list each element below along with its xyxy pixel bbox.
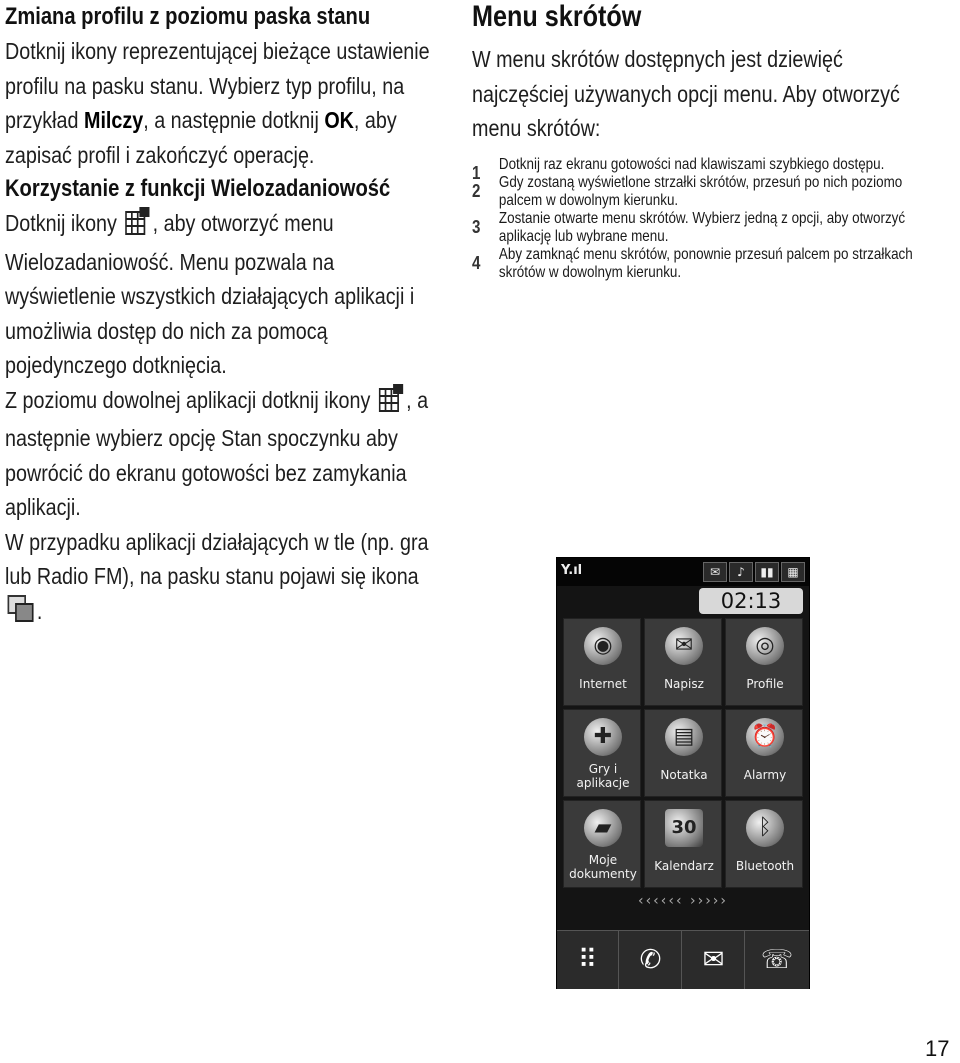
speaker-icon: ◎ <box>746 627 784 665</box>
tile-label: Internet <box>579 677 627 691</box>
contacts-icon[interactable]: ☏ <box>760 945 794 975</box>
shortcuts-intro: W menu skrótów dostępnych jest dziewięć najczęściej używanych opcji menu. Aby otworzyć menu skrótów: <box>472 46 900 141</box>
left-column <box>5 0 445 632</box>
tile-label: Napisz <box>664 677 704 691</box>
multitasking-paragraph-1: Dotknij ikony , aby otworzyć menu Wielozadaniowość. Menu pozwala na wyświetlenie wszystkich działających aplikacji i umożliwia dostęp do nich za pomocą pojedynczego dotknięcia. <box>5 206 445 383</box>
section-title-multitasking: Korzystanie z funkcji Wielozadaniowość <box>5 175 391 202</box>
tile-label: Gry i <box>588 762 618 776</box>
tile-label: Bluetooth <box>735 859 795 873</box>
tile-label: Moje <box>588 853 618 867</box>
shortcut-grid <box>563 618 803 888</box>
folder-icon: ▰ <box>584 809 622 847</box>
page-number: 17 <box>925 1036 950 1061</box>
envelope-icon: ✉ <box>665 627 703 665</box>
shortcut-tile-bluetooth[interactable] <box>725 800 803 888</box>
tile-label: Profile <box>746 677 784 691</box>
alarm-clock-icon: ⏰ <box>746 718 784 756</box>
keyword-ok: OK <box>324 107 354 133</box>
shortcut-arrows-bar[interactable]: ‹‹‹‹‹‹ ››››› <box>637 893 729 909</box>
shortcut-tile-gry-i-aplikacje[interactable] <box>563 709 641 797</box>
notepad-icon: ▤ <box>665 718 703 756</box>
gamepad-icon: ✚ <box>584 718 622 756</box>
right-column <box>472 0 942 282</box>
tile-label: dokumenty <box>569 867 637 881</box>
background-app-icon <box>8 595 35 633</box>
section-title-shortcuts: Menu skrótów <box>472 0 642 33</box>
multitasking-grid-icon <box>378 384 403 422</box>
list-item: 4 Aby zamknąć menu skrótów, ponownie przesuń palcem po strzałkach skrótów w dowolnym kierunku. <box>472 245 913 281</box>
message-status-icon[interactable]: ✉ <box>703 562 727 582</box>
multitasking-grid-icon <box>125 207 150 245</box>
shortcut-tile-alarmy[interactable] <box>725 709 803 797</box>
shortcut-steps-list <box>472 156 942 282</box>
shortcut-tile-moje-dokumenty[interactable] <box>563 800 641 888</box>
shortcut-tile-internet[interactable] <box>563 618 641 706</box>
shortcut-tile-notatka[interactable] <box>644 709 722 797</box>
calendar-icon: 30 <box>665 809 703 847</box>
list-item: 3 Zostanie otwarte menu skrótów. Wybierz jedną z opcji, aby otworzyć aplikację lub wybrane menu. <box>472 209 906 245</box>
phone-icon[interactable]: ✆ <box>620 931 682 989</box>
globe-icon: ◉ <box>584 627 622 665</box>
section-title-profile: Zmiana profilu z poziomu paska stanu <box>5 3 371 30</box>
quick-keys-dock <box>557 930 809 989</box>
tile-label: Alarmy <box>743 768 787 782</box>
multitasking-paragraph-2: Z poziomu dowolnej aplikacji dotknij ikony , a następnie wybierz opcję Stan spoczynku aby powrócić do ekranu gotowości bez zamykania aplikacji. <box>5 383 445 525</box>
profile-paragraph: Dotknij ikony reprezentującej bieżące ustawienie profilu na pasku stanu. Wybierz typ profilu, na przykład Milczy, a następnie dotknij OK, aby zapisać profil i zakończyć operację. <box>5 38 430 168</box>
keypad-icon[interactable]: ⠿ <box>557 931 619 989</box>
tile-label: Notatka <box>660 768 708 782</box>
signal-strength-icon: Y.ıl <box>561 563 583 578</box>
tile-label: aplikacje <box>576 776 630 790</box>
message-icon[interactable]: ✉ <box>683 931 745 989</box>
status-bar <box>557 558 809 586</box>
list-item: 1 Dotknij raz ekranu gotowości nad klawiszami szybkiego dostępu. <box>472 155 885 183</box>
bluetooth-icon: ᛒ <box>746 809 784 847</box>
shortcut-tile-profile[interactable] <box>725 618 803 706</box>
tile-label: Kalendarz <box>654 859 714 873</box>
multitasking-icon[interactable]: ▦ <box>781 562 805 582</box>
shortcut-tile-kalendarz[interactable] <box>644 800 722 888</box>
shortcut-tile-napisz[interactable] <box>644 618 722 706</box>
multitasking-paragraph-3: W przypadku aplikacji działających w tle (np. gra lub Radio FM), na pasku stanu pojawi się ikona . <box>5 525 445 633</box>
battery-icon: ▮▮ <box>755 562 779 582</box>
clock-display: 02:13 <box>699 588 803 614</box>
phone-screenshot <box>556 557 810 989</box>
list-item: 2 Gdy zostaną wyświetlone strzałki skrótów, przesuń po nich poziomo palcem w dowolnym kierunku. <box>472 173 903 209</box>
keyword-milczy: Milczy <box>83 107 144 133</box>
music-note-icon[interactable]: ♪ <box>729 562 753 582</box>
